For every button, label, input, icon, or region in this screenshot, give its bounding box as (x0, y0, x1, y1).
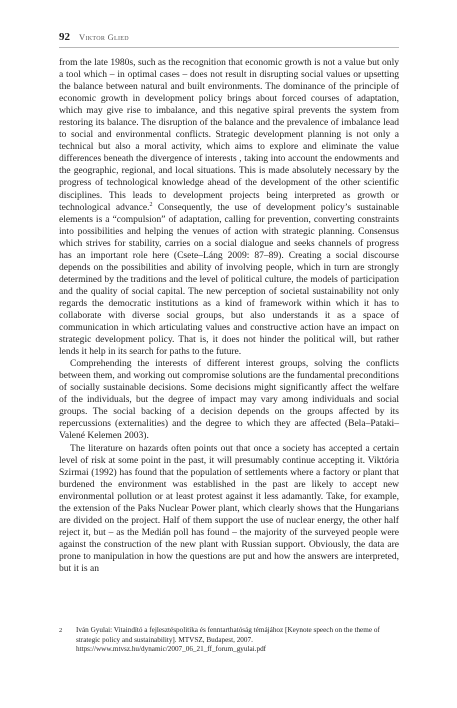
paragraph-1-text-b: Consequently, the use of development policy’s sustainable elements is a “compulsion” of adaptation, calling for prevention, converting constraints into possibilities and helping the venues of action with strategic planning. Consensus which strives for stability, carries on a social dialogue and seeks channels of progress has an important role here (Csete–Láng 2009: 87–89). Creating a social discourse depends on the possibilities and ability of involving people, which in turn are strongly determined by the traditions and the level of political culture, the models of participation and the quality of social capital. The new perception of societal sustainability not only regards the democratic institutions as a kind of framework within which it has to collaborate with diverse social groups, but also understands it as a space of communication in which articulating values and constructive action have an impact on strategic development policy. That is, it does not hinder the political will, but rather lends it help in its search for paths to the future. (59, 201, 399, 358)
body-text (59, 57, 399, 575)
paragraph-3-text: The literature on hazards often points out that once a society has accepted a certain level of risk at some point in the past, it will presumably continue accepting it. Viktória Szirmai (1992) has found that the population of settlements where a factory or plant that burdened the environment was established in the past are likely to accept new environmental pollution or at least protest against it less adamantly. Take, for example, the extension of the Paks Nuclear Power plant, which clearly shows that the Hungarians are divided on the project. Half of them support the use of nuclear energy, the other half reject it, but – as the Medián poll has found – the majority of the surveyed people were against the construction of the new plant with Russian support. Obviously, the data are prone to manipulation in how the questions are put and how the answers are interpreted, but it is an (59, 442, 399, 574)
page-number: 92 (59, 31, 70, 43)
paragraph-2 (59, 358, 399, 442)
paragraph-1 (59, 57, 399, 358)
paragraph-3 (59, 443, 399, 576)
footnote-mark: 2 (59, 627, 63, 634)
paragraph-2-text: Comprehending the interests of different interest groups, solving the conflicts between them, and working out compromise solutions are the fundamental preconditions of socially sustainable decisions. Some decisions might significantly affect the welfare of the individuals, but the degree of impact may vary among individuals and social groups. The social backing of a decision depends on the groups affected by its repercussions (externalities) and the degree to which they are affected (Bela–Pataki–Valené Kelemen 2003). (59, 358, 399, 442)
footnote (59, 626, 399, 655)
footnote-text: Iván Gyulai: Vitaindító a fejlesztéspolitika és fenntarthatóság témájához [Keynote speech on the theme of strategic policy and sustainability]. MTVSZ, Budapest, 2007. https://www.mtvsz.hu/dynamic/2007_06_21_ff_forum_gyulai.pdf (76, 626, 380, 654)
page-header (59, 31, 399, 48)
running-head-author: Viktor Glied (79, 32, 129, 42)
footnote-reference[interactable]: 2 (149, 201, 153, 208)
paragraph-1-text-a: from the late 1980s, such as the recognition that economic growth is not a value but only a tool which – in optimal cases – does not result in disrupting social values or upsetting the balance between natural and built environments. The dominance of the principle of economic growth in development policy brings about forced courses of adaptation, which may give rise to imbalance, and this negative spiral prevents the system from restoring its balance. The disruption of the balance and the prevalence of imbalance lead to social and environmental conflicts. Strategic development planning is not only a technical but also a moral activity, which aims to explore and eliminate the value differences beneath the divergence of interests , taking into account the endowments and the geographic, regional, and local situations. This is made absolutely necessary by the progress of technological knowledge ahead of the development of the other scientific disciplines. This leads to development projects being interpreted as growth or technological advance. (59, 57, 399, 213)
